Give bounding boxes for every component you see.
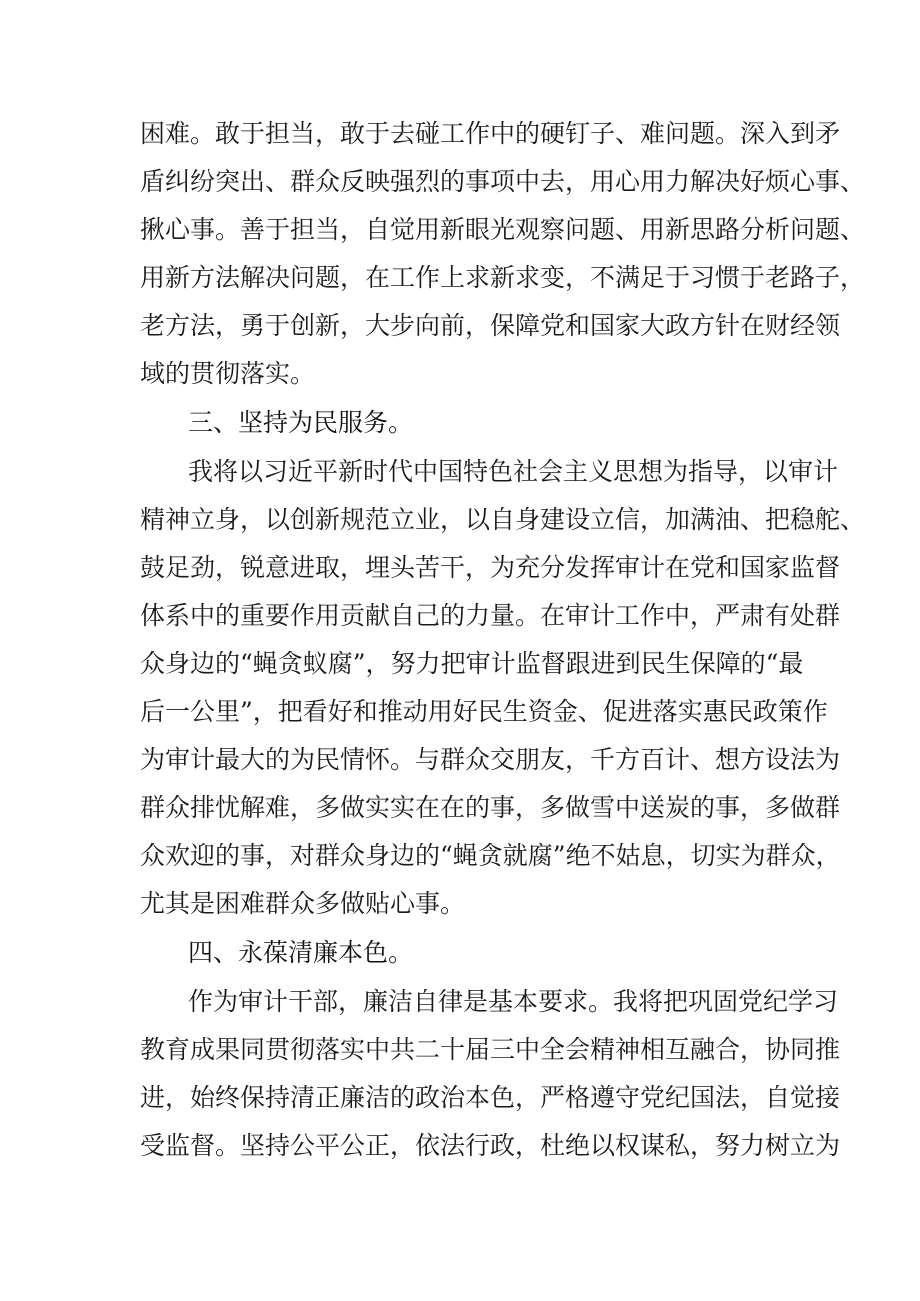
paragraph-line: 后一公里”，把看好和推动用好民生资金、促进落实惠民政策作 [140, 697, 828, 726]
paragraph-line: 受监督。坚持公平公正，依法行政，杜绝以权谋私，努力树立为 [140, 1131, 841, 1160]
section-heading-4: 四、永葆清廉本色。 [188, 938, 414, 967]
paragraph-line: 老方法，勇于创新，大步向前，保障党和国家大政方针在财经领 [140, 311, 841, 340]
section-heading-3: 三、坚持为民服务。 [188, 408, 414, 437]
paragraph-line: 我将以习近平新时代中国特色社会主义思想为指导，以审计 [188, 457, 839, 486]
paragraph-line: 教育成果同贯彻落实中共二十届三中全会精神相互融合，协同推 [140, 1035, 841, 1064]
paragraph-line: 精神立身，以创新规范立业，以自身建设立信，加满油、把稳舵、 [140, 505, 866, 534]
paragraph-line: 体系中的重要作用贡献自己的力量。在审计工作中，严肃有处群 [140, 601, 841, 630]
paragraph-line: 群众排忧解难，多做实实在在的事，多做雪中送炭的事，多做群 [140, 793, 841, 822]
paragraph-line: 为审计最大的为民情怀。与群众交朋友，千方百计、想方设法为 [140, 745, 841, 774]
paragraph-line: 困难。敢于担当，敢于去碰工作中的硬钉子、难问题。深入到矛 [140, 119, 841, 148]
paragraph-line: 作为审计干部，廉洁自律是基本要求。我将把巩固党纪学习 [188, 987, 839, 1016]
paragraph-line: 用新方法解决问题，在工作上求新求变，不满足于习惯于老路子， [140, 263, 866, 292]
paragraph-line: 众身边的“蝇贪蚁腐”，努力把审计监督跟进到民生保障的“最 [140, 649, 804, 678]
paragraph-line: 鼓足劲，锐意进取，埋头苦干，为充分发挥审计在党和国家监督 [140, 553, 841, 582]
paragraph-line: 揪心事。善于担当，自觉用新眼光观察问题、用新思路分析问题、 [140, 215, 866, 244]
paragraph-line: 盾纠纷突出、群众反映强烈的事项中去，用心用力解决好烦心事、 [140, 167, 866, 196]
paragraph-line: 进，始终保持清正廉洁的政治本色，严格遵守党纪国法，自觉接 [140, 1083, 841, 1112]
paragraph-line: 尤其是困难群众多做贴心事。 [140, 889, 466, 918]
paragraph-line: 域的贯彻落实。 [140, 359, 316, 388]
paragraph-line: 众欢迎的事，对群众身边的“蝇贪就腐”绝不姑息，切实为群众， [140, 841, 841, 870]
